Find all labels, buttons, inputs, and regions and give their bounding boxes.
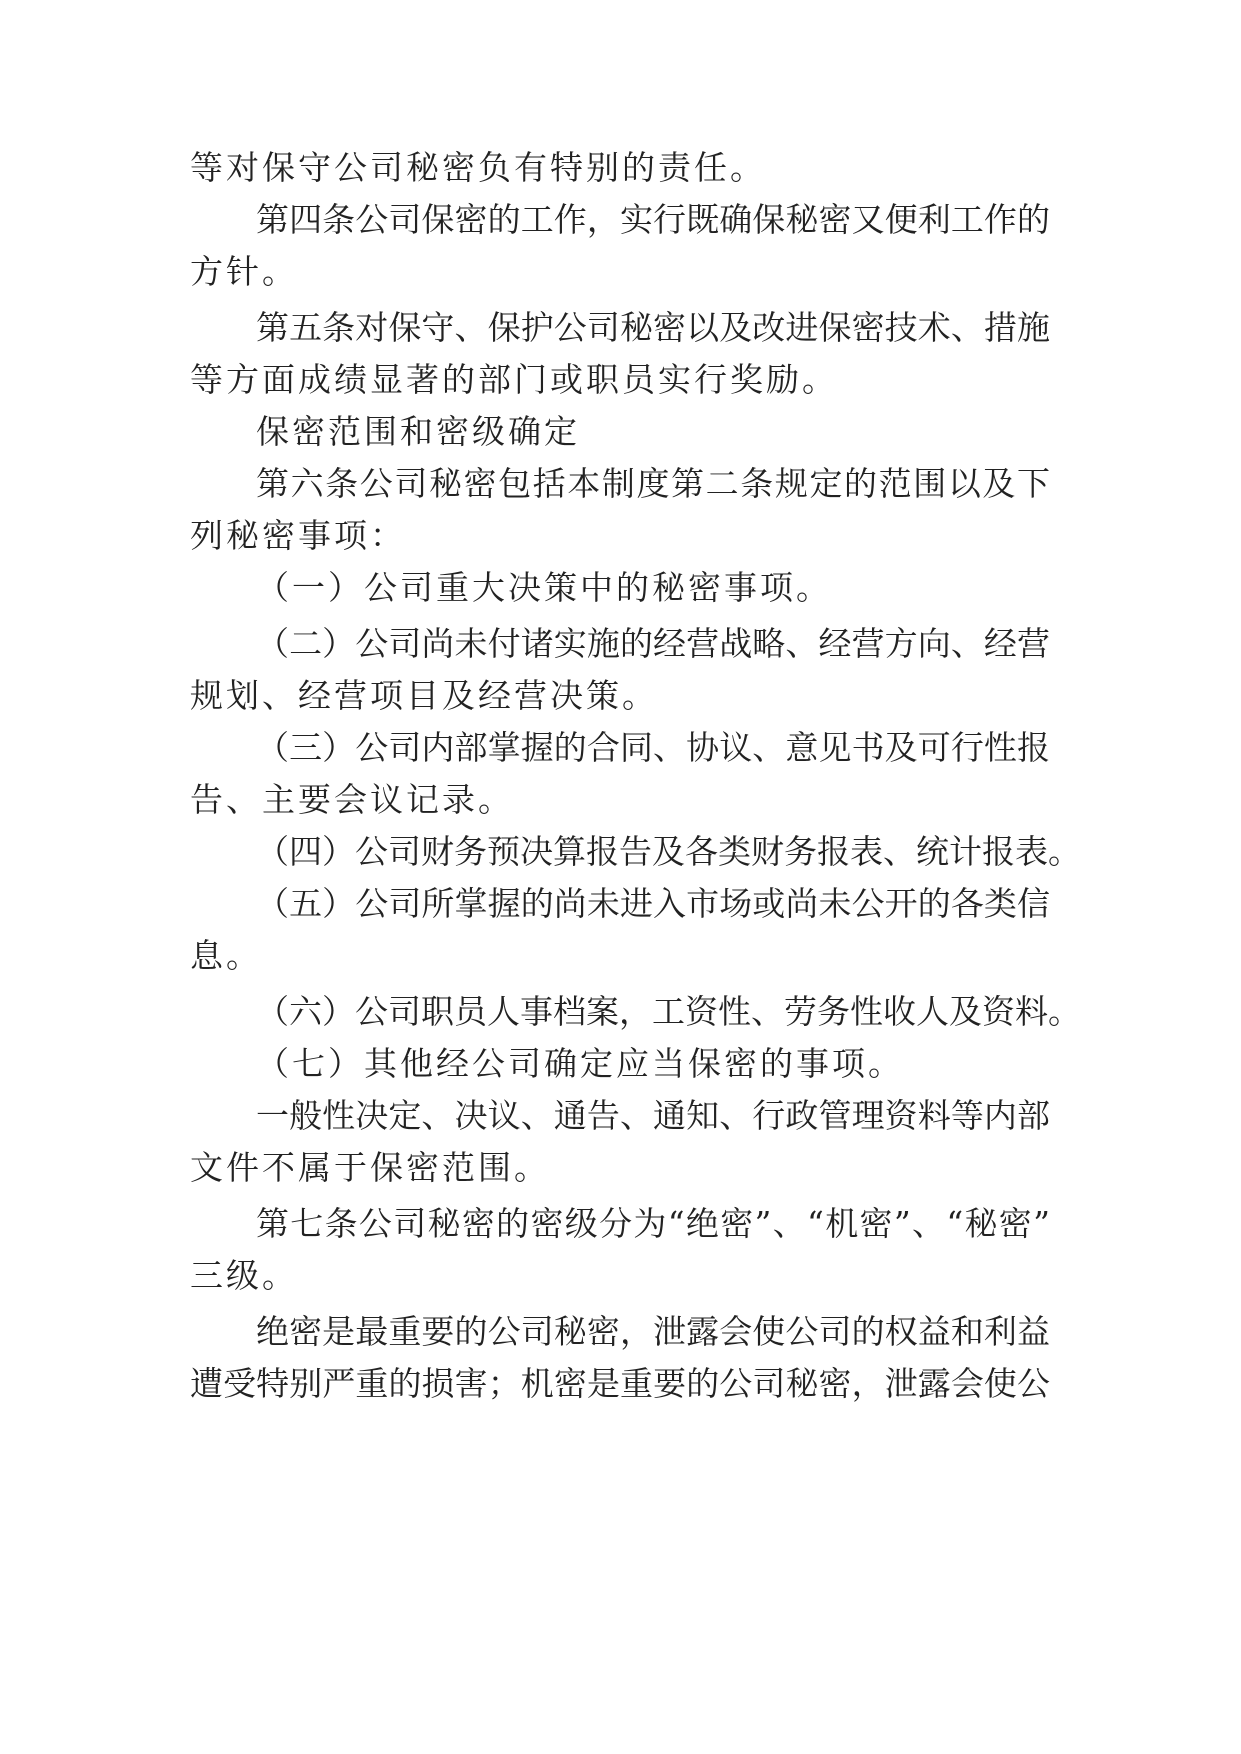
paragraph-line: 等对保守公司秘密负有特别的责任。 — [190, 148, 766, 187]
paragraph-line: 第六条公司秘密包括本制度第二条规定的范围以及下 — [256, 464, 1050, 503]
paragraph-line: 方针。 — [190, 252, 298, 291]
list-item: （五）公司所掌握的尚未进入市场或尚未公开的各类信 — [256, 884, 1050, 923]
list-item: （四）公司财务预决算报告及各类财务报表、统计报表。 — [256, 832, 1081, 871]
list-item: （六）公司职员人事档案，工资性、劳务性收人及资料。 — [256, 992, 1081, 1031]
paragraph-line: 等方面成绩显著的部门或职员实行奖励。 — [190, 360, 838, 399]
list-item: （七）其他经公司确定应当保密的事项。 — [256, 1044, 904, 1083]
paragraph-line: 三级。 — [190, 1256, 298, 1295]
paragraph-line: 规划、经营项目及经营决策。 — [190, 676, 658, 715]
paragraph-line: 第七条公司秘密的密级分为“绝密”、“机密”、“秘密” — [256, 1204, 1050, 1243]
list-item: （一）公司重大决策中的秘密事项。 — [256, 568, 832, 607]
paragraph-line: 列秘密事项： — [190, 516, 406, 555]
list-item: （三）公司内部掌握的合同、协议、意见书及可行性报 — [256, 728, 1050, 767]
paragraph-line: 告、主要会议记录。 — [190, 780, 514, 819]
paragraph-line: 文件不属于保密范围。 — [190, 1148, 550, 1187]
section-heading: 保密范围和密级确定 — [256, 412, 580, 451]
list-item: （二）公司尚未付诸实施的经营战略、经营方向、经营 — [256, 624, 1050, 663]
paragraph-line: 一般性决定、决议、通告、通知、行政管理资料等内部 — [256, 1096, 1050, 1135]
paragraph-line: 息。 — [190, 936, 262, 975]
paragraph-line: 第四条公司保密的工作，实行既确保秘密又便利工作的 — [256, 200, 1050, 239]
paragraph-line: 第五条对保守、保护公司秘密以及改进保密技术、措施 — [256, 308, 1050, 347]
paragraph-line: 绝密是最重要的公司秘密，泄露会使公司的权益和利益 — [256, 1312, 1050, 1351]
paragraph-line: 遭受特别严重的损害；机密是重要的公司秘密，泄露会使公 — [190, 1364, 1050, 1403]
